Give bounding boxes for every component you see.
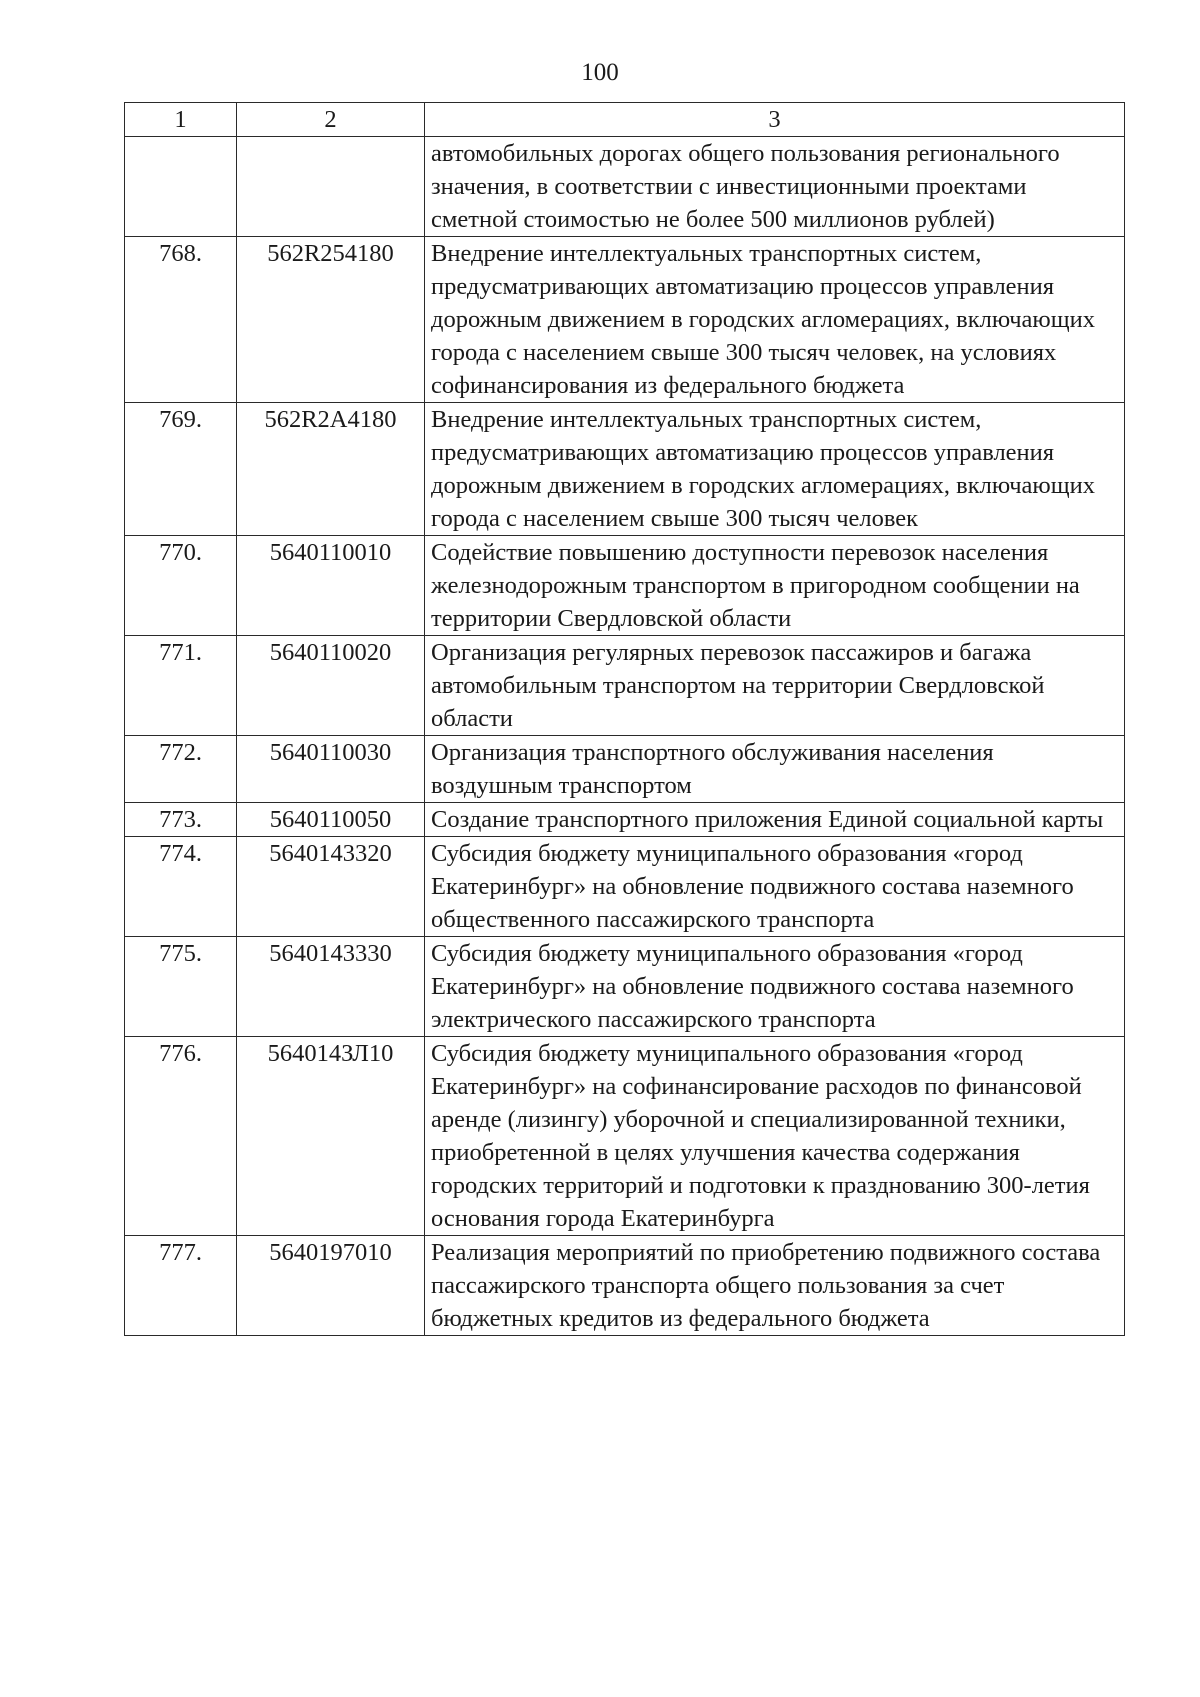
row-number: 769. — [125, 403, 237, 536]
row-number: 773. — [125, 803, 237, 837]
target-article-code — [237, 137, 425, 237]
row-number: 770. — [125, 536, 237, 636]
target-article-code: 5640143320 — [237, 837, 425, 937]
target-article-code: 562R254180 — [237, 237, 425, 403]
target-article-name: Субсидия бюджету муниципального образования «город Екатеринбург» на обновление подвижного состава наземного общественного пассажирского транспорта — [425, 837, 1125, 937]
table-row — [125, 237, 1125, 403]
table-row — [125, 1037, 1125, 1236]
column-header-3: 3 — [425, 103, 1125, 137]
table-row — [125, 1236, 1125, 1336]
row-number: 776. — [125, 1037, 237, 1236]
table-row — [125, 536, 1125, 636]
row-number: 775. — [125, 937, 237, 1037]
target-article-name: Реализация мероприятий по приобретению подвижного состава пассажирского транспорта общего пользования за счет бюджетных кредитов из федерального бюджета — [425, 1236, 1125, 1336]
target-article-code: 5640110020 — [237, 636, 425, 736]
target-article-code: 5640110010 — [237, 536, 425, 636]
target-article-name: Субсидия бюджету муниципального образования «город Екатеринбург» на софинансирование расходов по финансовой аренде (лизингу) уборочной и специализированной техники, приобретенной в целях улучшения качества содержания городских территорий и подготовки к празднованию 300-летия основания города Екатеринбурга — [425, 1037, 1125, 1236]
target-article-code: 5640110030 — [237, 736, 425, 803]
target-article-name: Организация регулярных перевозок пассажиров и багажа автомобильным транспортом на территории Свердловской области — [425, 636, 1125, 736]
target-article-name: автомобильных дорогах общего пользования регионального значения, в соответствии с инвестиционными проектами сметной стоимостью не более 500 миллионов рублей) — [425, 137, 1125, 237]
target-article-code: 5640110050 — [237, 803, 425, 837]
row-number: 768. — [125, 237, 237, 403]
row-number: 774. — [125, 837, 237, 937]
table-row — [125, 736, 1125, 803]
column-header-1: 1 — [125, 103, 237, 137]
row-number: 772. — [125, 736, 237, 803]
table-row — [125, 937, 1125, 1037]
table-row — [125, 837, 1125, 937]
table-row — [125, 403, 1125, 536]
row-number: 771. — [125, 636, 237, 736]
target-article-name: Организация транспортного обслуживания населения воздушным транспортом — [425, 736, 1125, 803]
target-article-name: Субсидия бюджету муниципального образования «город Екатеринбург» на обновление подвижного состава наземного электрического пассажирского транспорта — [425, 937, 1125, 1037]
table-header-row — [125, 103, 1125, 137]
target-article-code: 5640143330 — [237, 937, 425, 1037]
table-row — [125, 803, 1125, 837]
row-number: 777. — [125, 1236, 237, 1336]
target-article-name: Содействие повышению доступности перевозок населения железнодорожным транспортом в пригородном сообщении на территории Свердловской области — [425, 536, 1125, 636]
target-article-code: 562R2A4180 — [237, 403, 425, 536]
target-article-name: Создание транспортного приложения Единой социальной карты — [425, 803, 1125, 837]
target-article-code: 5640197010 — [237, 1236, 425, 1336]
target-article-code: 564014ЗЛ10 — [237, 1037, 425, 1236]
table-row — [125, 137, 1125, 237]
target-article-name: Внедрение интеллектуальных транспортных систем, предусматривающих автоматизацию процессов управления дорожным движением в городских агломерациях, включающих города с населением свыше 300 тысяч человек — [425, 403, 1125, 536]
table-row — [125, 636, 1125, 736]
row-number — [125, 137, 237, 237]
column-header-2: 2 — [237, 103, 425, 137]
budget-classification-table — [124, 102, 1125, 1336]
page-number: 100 — [581, 59, 619, 86]
target-article-name: Внедрение интеллектуальных транспортных систем, предусматривающих автоматизацию процессов управления дорожным движением в городских агломерациях, включающих города с населением свыше 300 тысяч человек, на условиях софинансирования из федерального бюджета — [425, 237, 1125, 403]
